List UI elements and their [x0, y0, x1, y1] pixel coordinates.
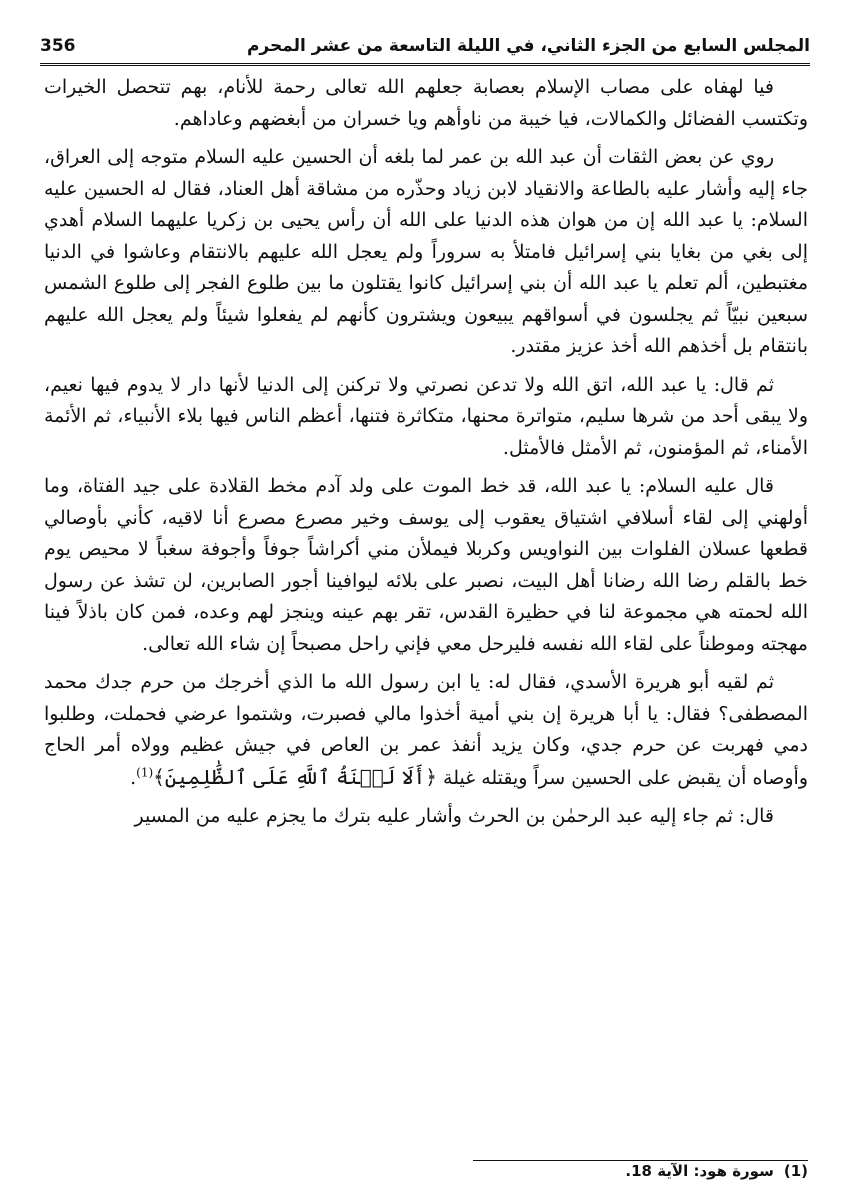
- page-number: 356: [40, 36, 76, 56]
- header-rule: [40, 63, 810, 66]
- footnote: [470, 1162, 808, 1180]
- quran-verse: ﴿أَلَا لَعۡنَةُ ٱللَّهِ عَلَى ٱلظَّٰلِمِينَ﴾: [153, 764, 437, 789]
- footnote-rule: [473, 1160, 808, 1161]
- footnote-text: سورة هود: الآية 18.: [625, 1162, 774, 1180]
- paragraph: [44, 667, 808, 794]
- page-header: [40, 22, 810, 62]
- paragraph-text: ثم لقيه أبو هريرة الأسدي، فقال له: يا ابن رسول الله ما الذي أخرجك من حرم جدك محمد المصطفى؟ فقال: يا أبا هريرة إن بني أمية أخذوا مالي فصبرت، وشتموا عرضي فحملت، وطلبوا دمي فهربت عن حرم جدي، وكان يزيد أنفذ عمر بن العاص في جيش عظيم وولاه أمر الحاج وأوصاه أن يقبض على الحسين سراً ويقتله غيلة: [44, 671, 808, 789]
- paragraph: روي عن بعض الثقات أن عبد الله بن عمر لما بلغه أن الحسين عليه السلام متوجه إلى العراق، جاء إليه وأشار عليه بالطاعة والانقياد لابن زياد وحذّره من مشاقة أهل العناد، فقال له الحسين عليه السلام: يا عبد الله إن من هوان هذه الدنيا على الله أن رأس يحيى بن زكريا عليهما السلام أهدي إلى بغي من بغايا بني إسرائيل فامتلأ به سروراً ولم يعجل الله عليهم بالانتقام وعاشوا في الدنيا مغتبطين، ألم تعلم يا عبد الله أن بني إسرائيل كانوا يقتلون ما بين طلوع الفجر إلى طلوع الشمس سبعين نبيّاً ثم يجلسون في أسواقهم يبيعون ويشترون كأنهم لم يفعلوا شيئاً ولم يعجل الله عليهم بانتقام بل أخذهم الله أخذ عزيز مقتدر.: [44, 146, 808, 357]
- sentence-end: .: [130, 766, 137, 789]
- main-text: [44, 72, 808, 840]
- footnote-marker: (1): [136, 765, 154, 780]
- paragraph: ثم قال: يا عبد الله، اتق الله ولا تدعن نصرتي ولا تركنن إلى الدنيا لأنها دار لا يدوم فيها نعيم، ولا يبقى أحد من شرها سليم، متواترة محنها، متكاثرة فتنها، أعظم الناس فيها بلاء الأنبياء، ثم الأئمة الأمناء، ثم المؤمنون، ثم الأمثل فالأمثل.: [44, 373, 808, 459]
- running-title: المجلس السابع من الجزء الثاني، في الليلة التاسعة من عشر المحرم: [246, 36, 810, 56]
- paragraph: قال: ثم جاء إليه عبد الرحمٰن بن الحرث وأشار عليه بترك ما يجزم عليه من المسير: [134, 805, 774, 827]
- paragraph: فيا لهفاه على مصاب الإسلام بعصابة جعلهم الله تعالى رحمة للأنام، بهم تتحصل الخيرات وتكتسب الفضائل والكمالات، فيا خيبة من ناوأهم ويا خسران من أبغضهم وعاداهم.: [44, 76, 808, 130]
- paragraph: قال عليه السلام: يا عبد الله، قد خط الموت على ولد آدم مخط القلادة على جيد الفتاة، وما أولهني إلى لقاء أسلافي اشتياق يعقوب إلى يوسف وخير مصرع مصرع أنا لاقيه، كأني بأوصالي قطعها عسلان الفلوات بين النواويس وكربلا فيملأن مني أكراشاً جوفاً وأجوفة سغباً لا محيص يوم خط بالقلم رضا الله رضانا أهل البيت، نصبر على بلائه ليوافينا أجور الصابرين، لن تشذ عن رسول الله لحمته هي مجموعة لنا في حظيرة القدس، تقر بهم عينه وينجز لهم وعده، فمن كان باذلاً فينا مهجته وموطناً على لقاء الله نفسه فليرحل معي فإني راحل مصبحاً إن شاء الله تعالى.: [44, 475, 808, 655]
- footnote-number: (1): [783, 1162, 808, 1180]
